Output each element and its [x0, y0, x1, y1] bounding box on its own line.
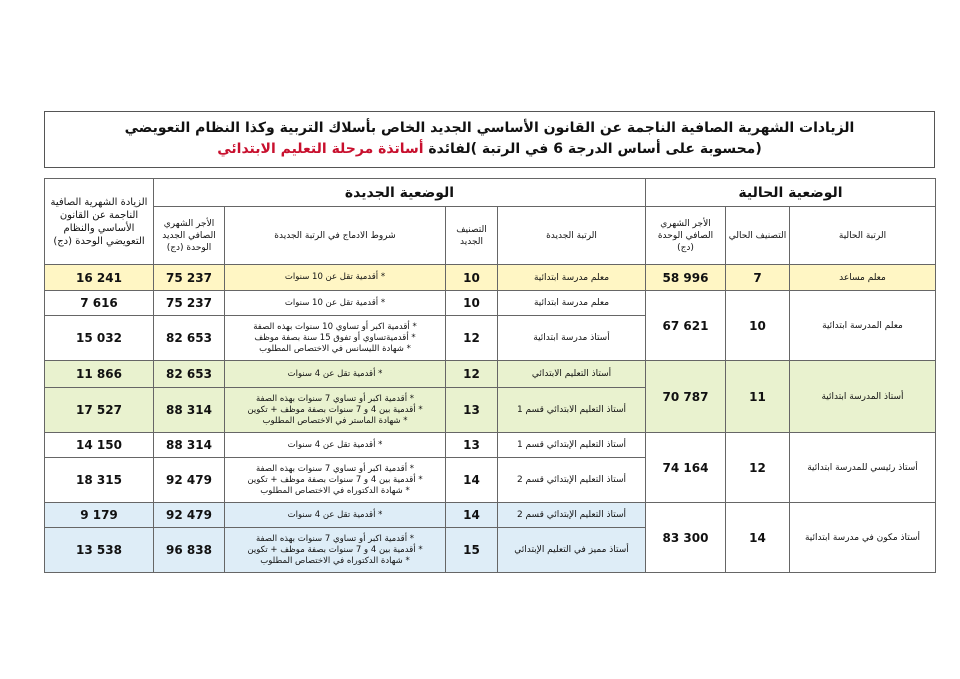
- increase-cell: 13 538: [45, 528, 154, 573]
- current-class-cell: 12: [726, 433, 790, 503]
- condition-line: * أقدمية تقل عن 4 سنوات: [287, 509, 383, 520]
- condition-line: * أقدمية تقل عن 4 سنوات: [287, 368, 383, 379]
- increase-cell: 18 315: [45, 458, 154, 503]
- increase-cell: 9 179: [45, 503, 154, 528]
- table-row: [45, 503, 936, 528]
- condition-line: * أقدمية اكبر أو تساوي 7 سنوات بهذه الصفة: [255, 393, 415, 404]
- current-salary-cell: 74 164: [646, 433, 726, 503]
- current-situation-header: الوضعية الحالية: [646, 179, 936, 207]
- condition-line: * شهادة الدكتوراه في الاختصاص المطلوب: [260, 555, 410, 566]
- new-salary-cell: 92 479: [154, 503, 225, 528]
- new-salary-cell: 75 237: [154, 291, 225, 316]
- conditions-cell: [225, 528, 446, 573]
- new-situation-header: الوضعية الجديدة: [154, 179, 646, 207]
- current-salary-header: الأجر الشهري الصافي الوحدة (دج): [646, 207, 726, 265]
- new-rank-cell: أستاذ التعليم الإبتدائي قسم 2: [498, 458, 646, 503]
- new-class-cell: 13: [446, 388, 498, 433]
- current-salary-cell: 70 787: [646, 361, 726, 433]
- new-rank-cell: أستاذ التعليم الإبتدائي قسم 1: [498, 433, 646, 458]
- new-class-header: التصنيف الجديد: [446, 207, 498, 265]
- new-salary-cell: 92 479: [154, 458, 225, 503]
- conditions-cell: [225, 458, 446, 503]
- current-salary-cell: 58 996: [646, 265, 726, 291]
- new-class-cell: 12: [446, 361, 498, 388]
- condition-line: * أقدمية اكبر أو تساوي 7 سنوات بهذه الصفة: [255, 533, 415, 544]
- condition-line: * شهادة الدكتوراه في الاختصاص المطلوب: [260, 485, 410, 496]
- condition-line: * أقدمية بين 4 و 7 سنوات بصفة موظف + تكوين: [247, 474, 423, 485]
- table-row: [45, 265, 936, 291]
- current-class-cell: 10: [726, 291, 790, 361]
- condition-line: * شهادة الليسانس في الاختصاص المطلوب: [259, 343, 411, 354]
- condition-line: * أقدمية تقل عن 10 سنوات: [284, 272, 386, 282]
- table-row: [45, 433, 936, 458]
- title-line-2-highlight: أساتذة مرحلة التعليم الابتدائي: [217, 141, 424, 157]
- condition-line: * أقدمية اكبر أو تساوي 7 سنوات بهذه الصفة: [255, 463, 415, 474]
- salary-increase-table: [44, 178, 936, 573]
- increase-cell: 14 150: [45, 433, 154, 458]
- increase-cell: 15 032: [45, 316, 154, 361]
- increase-cell: 11 866: [45, 361, 154, 388]
- title-line-1: الزيادات الشهرية الصافية الناجمة عن القانون الأساسي الجديد الخاص بأسلاك التربية وكذا النظام التعويضي: [124, 120, 855, 136]
- new-salary-cell: 82 653: [154, 361, 225, 388]
- current-class-cell: 7: [726, 265, 790, 291]
- table-row: [45, 291, 936, 316]
- increase-cell: 7 616: [45, 291, 154, 316]
- condition-line: * أقدمية تقل عن 4 سنوات: [287, 439, 383, 450]
- new-class-cell: 14: [446, 458, 498, 503]
- current-salary-cell: 67 621: [646, 291, 726, 361]
- title-line-2: [45, 138, 934, 160]
- new-class-cell: 15: [446, 528, 498, 573]
- conditions-cell: [225, 361, 446, 388]
- current-rank-cell: معلم المدرسة ابتدائية: [790, 291, 936, 361]
- new-class-cell: 13: [446, 433, 498, 458]
- new-class-cell: 10: [446, 265, 498, 291]
- conditions-cell: [225, 316, 446, 361]
- new-rank-cell: أستاذ التعليم الإبتدائي قسم 2: [498, 503, 646, 528]
- current-rank-cell: أستاذ مكون في مدرسة ابتدائية: [790, 503, 936, 573]
- condition-line: * أقدمية بين 4 و 7 سنوات بصفة موظف + تكوين: [247, 544, 423, 555]
- current-rank-cell: أستاذ المدرسة ابتدائية: [790, 361, 936, 433]
- condition-line: * شهادة الماستر في الاختصاص المطلوب: [262, 415, 408, 426]
- new-class-cell: 12: [446, 316, 498, 361]
- increase-cell: 17 527: [45, 388, 154, 433]
- conditions-cell: [225, 433, 446, 458]
- current-class-cell: 14: [726, 503, 790, 573]
- increase-cell: 16 241: [45, 265, 154, 291]
- new-salary-cell: 88 314: [154, 388, 225, 433]
- current-rank-header: الرتبة الحالية: [790, 207, 936, 265]
- conditions-cell: [225, 503, 446, 528]
- new-salary-header: الأجر الشهري الصافي الجديد الوحدة (دج): [154, 207, 225, 265]
- title-line-2-prefix: (محسوبة على أساس الدرجة 6 في الرتبة )لفائدة: [428, 141, 762, 157]
- conditions-cell: [225, 388, 446, 433]
- new-class-cell: 10: [446, 291, 498, 316]
- condition-line: * أقدميةتساوي أو تفوق 15 سنة بصفة موظف: [254, 332, 416, 343]
- document-title-box: [44, 111, 935, 168]
- new-rank-cell: معلم مدرسة ابتدائية: [498, 265, 646, 291]
- conditions-cell: [225, 265, 446, 291]
- new-rank-cell: أستاذ التعليم الابتدائي قسم 1: [498, 388, 646, 433]
- table-row: [45, 361, 936, 388]
- current-rank-cell: معلم مساعد: [790, 265, 936, 291]
- conditions-cell: [225, 291, 446, 316]
- current-rank-cell: أستاذ رئيسي للمدرسة ابتدائية: [790, 433, 936, 503]
- current-class-header: التصنيف الحالي: [726, 207, 790, 265]
- new-salary-cell: 75 237: [154, 265, 225, 291]
- new-class-cell: 14: [446, 503, 498, 528]
- condition-line: * أقدمية تقل عن 10 سنوات: [284, 297, 386, 308]
- new-salary-cell: 88 314: [154, 433, 225, 458]
- conditions-header: شروط الادماج في الرتبة الجديدة: [225, 207, 446, 265]
- condition-line: * أقدمية اكبر أو تساوي 10 سنوات بهذه الصفة: [253, 321, 417, 332]
- new-rank-cell: معلم مدرسة ابتدائية: [498, 291, 646, 316]
- new-rank-header: الرتبة الجديدة: [498, 207, 646, 265]
- condition-line: * أقدمية بين 4 و 7 سنوات بصفة موظف + تكوين: [247, 404, 423, 415]
- new-rank-cell: أستاذ مدرسة ابتدائية: [498, 316, 646, 361]
- new-salary-cell: 96 838: [154, 528, 225, 573]
- new-rank-cell: أستاذ التعليم الابتدائي: [498, 361, 646, 388]
- current-class-cell: 11: [726, 361, 790, 433]
- new-salary-cell: 82 653: [154, 316, 225, 361]
- current-salary-cell: 83 300: [646, 503, 726, 573]
- increase-header: الزيادة الشهرية الصافية الناجمة عن القانون الأساسي والنظام التعويضي الوحدة (دج): [45, 179, 154, 265]
- new-rank-cell: أستاذ مميز في التعليم الإبتدائي: [498, 528, 646, 573]
